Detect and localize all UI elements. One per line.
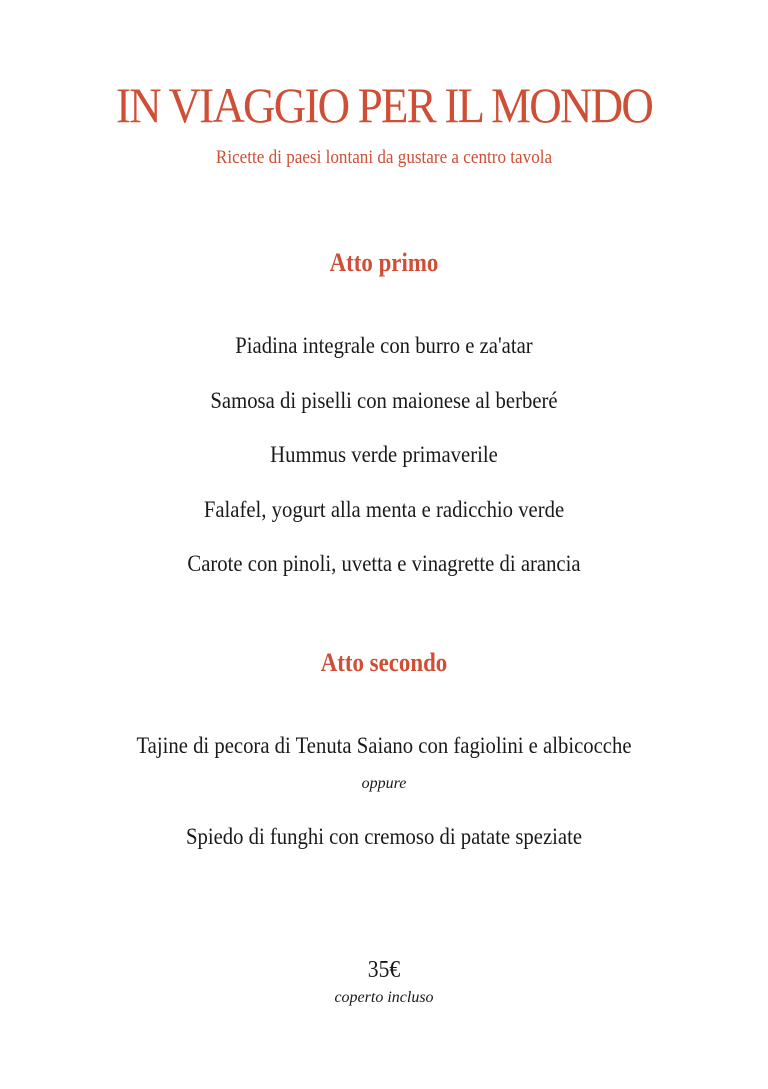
menu-subtitle: Ricette di paesi lontani da gustare a centro tavola: [215, 147, 553, 168]
dish-item: Tajine di pecora di Tenuta Saiano con fagiolini e albicocche: [136, 733, 632, 758]
section-heading-atto-primo: Atto primo: [329, 248, 439, 277]
dish-item: Spiedo di funghi con cremoso di patate speziate: [185, 824, 583, 849]
dish-item: Piadina integrale con burro e za'atar: [235, 333, 533, 358]
section-heading-atto-secondo: Atto secondo: [320, 648, 448, 677]
dish-item: Carote con pinoli, uvetta e vinagrette di arancia: [187, 551, 581, 576]
oppure-separator: oppure: [361, 775, 407, 792]
menu-title: IN VIAGGIO PER IL MONDO: [115, 77, 653, 133]
price-note: coperto incluso: [334, 989, 434, 1006]
dish-item: Hummus verde primaverile: [270, 442, 498, 467]
dish-item: Falafel, yogurt alla menta e radicchio verde: [203, 497, 565, 522]
menu-price: 35€: [367, 957, 401, 983]
dish-item: Samosa di piselli con maionese al berberé: [210, 388, 558, 413]
